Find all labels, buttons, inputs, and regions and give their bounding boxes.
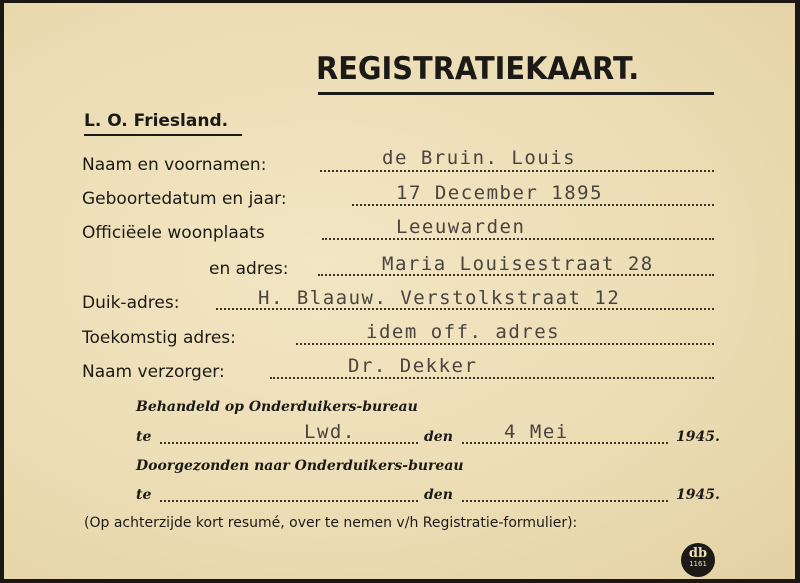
label-duik: Duik-adres: xyxy=(82,293,180,313)
value-duik: H. Blaauw. Verstolkstraat 12 xyxy=(258,287,621,309)
line-naam xyxy=(320,170,714,172)
printer-logo xyxy=(681,543,715,577)
value-behandeld-te: Lwd. xyxy=(304,421,356,443)
label-toekomstig: Toekomstig adres: xyxy=(82,328,236,348)
line-doorgezonden-te xyxy=(160,500,418,502)
label-geboorte: Geboortedatum en jaar: xyxy=(82,189,287,209)
label-naam: Naam en voornamen: xyxy=(82,155,267,175)
value-naam: de Bruin. Louis xyxy=(382,147,577,169)
card-title: REGISTRATIEKAART. xyxy=(316,51,640,87)
value-geboorte: 17 December 1895 xyxy=(396,182,604,204)
year-doorgezonden: 1945. xyxy=(676,487,720,503)
heading-doorgezonden: Doorgezonden naar Onderduikers-bureau xyxy=(136,458,464,474)
line-toekomstig xyxy=(296,343,714,345)
value-toekomstig: idem off. adres xyxy=(366,321,561,343)
value-behandeld-den: 4 Mei xyxy=(504,421,569,443)
line-behandeld-te xyxy=(160,442,418,444)
value-adres: Maria Louisestraat 28 xyxy=(382,253,654,275)
line-verzorger xyxy=(270,377,714,379)
heading-behandeld: Behandeld op Onderduikers-bureau xyxy=(136,399,418,415)
label-behandeld-te: te xyxy=(136,429,152,445)
label-behandeld-den: den xyxy=(424,429,453,445)
year-behandeld: 1945. xyxy=(676,429,720,445)
label-adres: en adres: xyxy=(209,259,289,279)
label-woonplaats: Officiëele woonplaats xyxy=(82,223,265,243)
line-geboorte xyxy=(352,204,714,206)
organization-underline xyxy=(84,134,242,136)
title-underline xyxy=(318,92,714,95)
label-doorgezonden-den: den xyxy=(424,487,453,503)
logo-text-top: db xyxy=(688,546,708,561)
registration-card xyxy=(4,3,795,579)
logo-text-bottom: 1161 xyxy=(689,560,707,568)
label-verzorger: Naam verzorger: xyxy=(82,362,225,382)
organization-name: L. O. Friesland. xyxy=(84,111,229,131)
label-doorgezonden-te: te xyxy=(136,487,152,503)
line-woonplaats xyxy=(322,238,714,240)
line-doorgezonden-den xyxy=(462,500,668,502)
value-woonplaats: Leeuwarden xyxy=(396,216,526,238)
value-verzorger: Dr. Dekker xyxy=(348,355,478,377)
footnote: (Op achterzijde kort resumé, over te nemen v/h Registratie-formulier): xyxy=(84,515,578,531)
